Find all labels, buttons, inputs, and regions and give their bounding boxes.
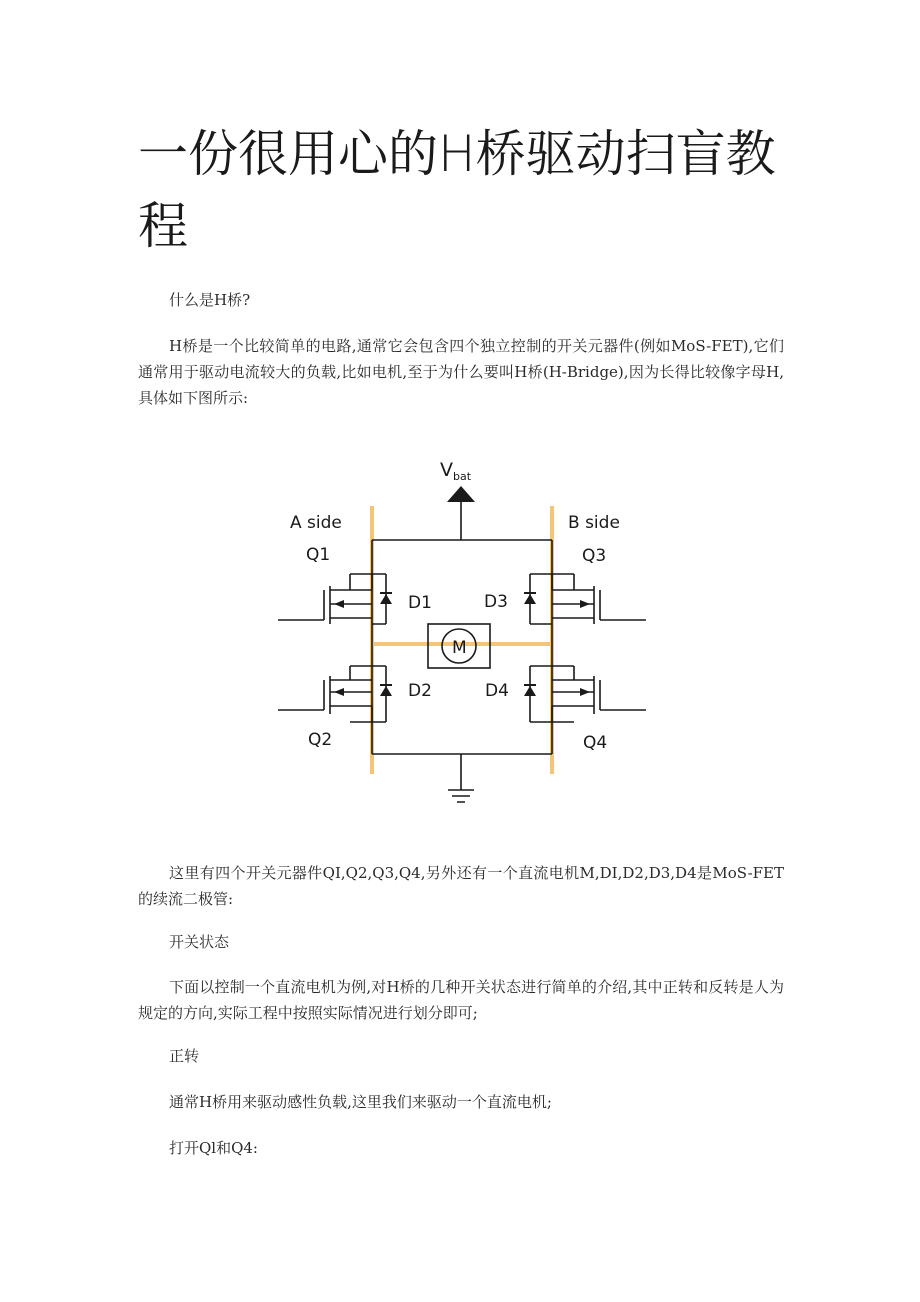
paragraph-components: 这里有四个开关元器件QI,Q2,Q3,Q4,另外还有一个直流电机M,DI,D2,D3,D4是MoS-FET的续流二极管: — [138, 864, 784, 908]
q3-label: Q3 — [582, 546, 607, 566]
b-side-label: B side — [568, 513, 620, 533]
q1-label: Q1 — [306, 545, 331, 565]
paragraph-switch-states-intro: 下面以控制一个直流电机为例,对H桥的几种开关状态进行简单的介绍,其中正转和反转是人为规定的方向,实际工程中按照实际情况进行划分即可; — [138, 978, 784, 1022]
d1-label: D1 — [408, 593, 432, 613]
heading-switch-states: 开关状态 — [169, 933, 230, 951]
d4-label: D4 — [485, 681, 509, 701]
motor-label: M — [452, 638, 467, 658]
a-side-label: A side — [290, 513, 342, 533]
d2-label: D2 — [408, 681, 432, 701]
q4-label: Q4 — [583, 733, 608, 753]
paragraph-open-q1-q4: 打开Ql和Q4: — [169, 1139, 258, 1157]
document-title: 一份很用心的H桥驱动扫盲教程 — [138, 125, 776, 255]
h-bridge-diagram — [272, 448, 652, 818]
paragraph-drive-motor: 通常H桥用来驱动感性负载,这里我们来驱动一个直流电机; — [169, 1093, 552, 1111]
paragraph-h-bridge-intro: H桥是一个比较简单的电路,通常它会包含四个独立控制的开关元器件(例如MoS-FET),它们通常用于驱动电流较大的负载,比如电机,至于为什么要叫H桥(H-Bridge),因为长得比较像字母H,具体如下图所示: — [138, 337, 784, 407]
q2-label: Q2 — [308, 730, 333, 750]
heading-forward: 正转 — [169, 1047, 200, 1065]
paragraph-what-is: 什么是H桥? — [169, 291, 251, 309]
d3-label: D3 — [484, 592, 508, 612]
vbat-label: $V_{bat}$ — [440, 459, 472, 483]
